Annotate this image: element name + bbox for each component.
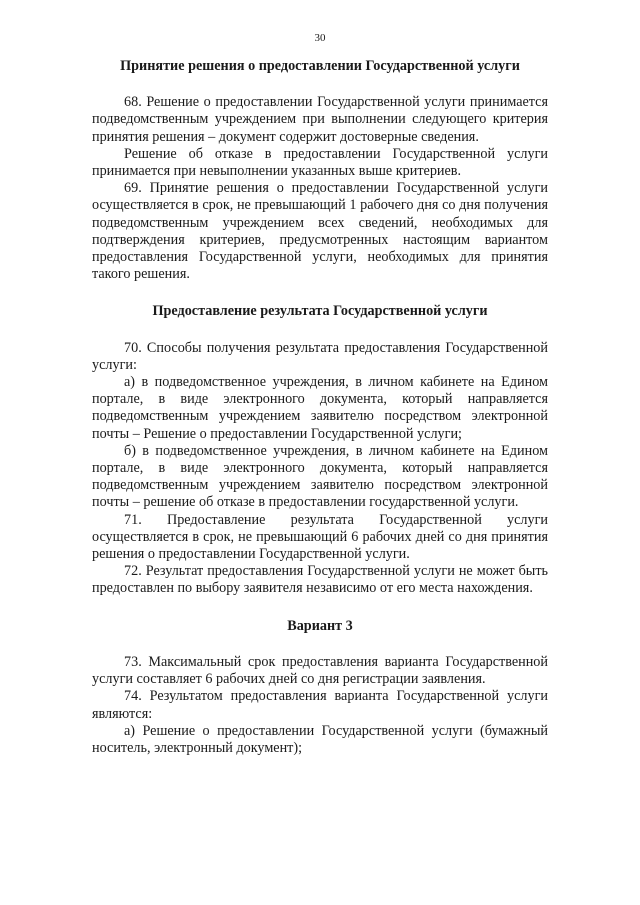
paragraph-72: 72. Результат предоставления Государственной услуги не может быть предоставлен по выбору заявителя независимо от его места нахождения. bbox=[92, 563, 548, 597]
section-result bbox=[92, 303, 548, 597]
paragraph-70b: б) в подведомственное учреждения, в личном кабинете на Едином портале, в виде электронного документа, который направляется подведомственным учреждением заявителю посредством электронной почты – решение об отказе в предоставлении государственной услуги. bbox=[92, 442, 548, 511]
paragraph-74: 74. Результатом предоставления варианта Государственной услуги являются: bbox=[92, 688, 548, 722]
section-variant-3 bbox=[92, 618, 548, 757]
paragraph-74a: а) Решение о предоставлении Государственной услуги (бумажный носитель, электронный документ); bbox=[92, 722, 548, 756]
page-number: 30 bbox=[314, 32, 326, 44]
paragraph-70: 70. Способы получения результата предоставления Государственной услуги: bbox=[92, 339, 548, 373]
section-heading: Принятие решения о предоставлении Государственной услуги bbox=[120, 58, 520, 74]
document-body bbox=[92, 58, 548, 757]
paragraph-refusal: Решение об отказе в предоставлении Государственной услуги принимается при невыполнении указанных выше критериев. bbox=[92, 145, 548, 180]
paragraph-68: 68. Решение о предоставлении Государственной услуги принимается подведомственным учреждением при выполнении следующего критерия принятия решения – документ содержит достоверные сведения. bbox=[92, 94, 548, 145]
section-decision bbox=[92, 58, 548, 283]
paragraph-73: 73. Максимальный срок предоставления варианта Государственной услуги составляет 6 рабочих дней со дня регистрации заявления. bbox=[92, 653, 548, 688]
paragraph-69: 69. Принятие решения о предоставлении Государственной услуги осуществляется в срок, не превышающий 1 рабочего дня со дня получения подведомственным учреждением всех сведений, необходимых для подтверждения критериев, предусмотренных настоящим вариантом предоставления Государственной услуги, необходимых для принятия такого решения. bbox=[92, 180, 548, 283]
section-heading: Вариант 3 bbox=[287, 617, 353, 634]
paragraph-70a: а) в подведомственное учреждения, в личном кабинете на Едином портале, в виде электронного документа, который направляется подведомственным учреждением заявителю посредством электронной почты – Решение о предоставлении Государственной услуги; bbox=[92, 374, 548, 442]
section-heading: Предоставление результата Государственной услуги bbox=[152, 303, 488, 320]
paragraph-71: 71. Предоставление результата Государственной услуги осуществляется в срок, не превышающий 6 рабочих дней со дня принятия решения о предоставлении Государственной услуги. bbox=[92, 511, 548, 563]
